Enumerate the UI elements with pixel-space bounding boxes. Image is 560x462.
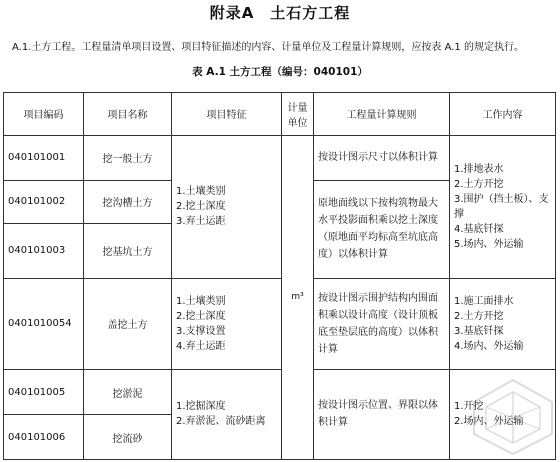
row-name: 挖流砂 (84, 415, 172, 460)
header-unit (282, 93, 314, 136)
row-name: 挖淤泥 (84, 369, 172, 415)
work-item: 4.场内、外运输 (454, 340, 524, 352)
table-row (4, 135, 556, 181)
work-group-2 (450, 278, 556, 369)
header-name: 项目名称 (84, 93, 172, 136)
work-item: 2.土方开挖 (454, 310, 504, 322)
work-item: 1.施工面排水 (454, 295, 514, 307)
header-work: 工作内容 (450, 93, 556, 136)
rule-2: 原地面线以下按构筑物最大水平投影面积乘以挖土深度（原地面平均标高至坑底高度）以体积计算 (314, 181, 450, 278)
header-unit-line2: 单位 (287, 117, 308, 129)
work-item: 5.场内、外运输 (454, 238, 524, 250)
header-features: 项目特征 (172, 93, 282, 136)
feature-item: 4.弃土运距 (176, 340, 226, 352)
work-item: 3.围护（挡土板）、支撑 (454, 193, 549, 220)
row-code: 040101001 (4, 135, 84, 181)
work-item: 1.开挖 (454, 401, 484, 413)
features-group-2 (172, 278, 282, 369)
rule-3: 按设计图示围护结构内围面积乘以设计高度（设计顶板底至垫层底的高度）以体积计算 (314, 278, 450, 369)
feature-item: 1.土壤类别 (176, 186, 226, 198)
features-group-1 (172, 135, 282, 278)
header-unit-line1: 计量 (287, 102, 308, 114)
work-item: 2.土方开挖 (454, 178, 504, 190)
header-rules: 工程量计算规则 (314, 93, 450, 136)
row-code: 0401010054 (4, 278, 84, 369)
page-title: 附录A 土石方工程 (209, 4, 351, 22)
work-item: 4.基底钎探 (454, 223, 504, 235)
feature-item: 1.挖掘深度 (176, 401, 226, 413)
row-code: 040101003 (4, 223, 84, 278)
row-name: 挖沟槽土方 (84, 181, 172, 224)
watermark-logo (470, 376, 556, 458)
feature-item: 3.弃土运距 (176, 216, 226, 228)
feature-item: 1.土壤类别 (176, 295, 226, 307)
row-name: 盖挖土方 (84, 278, 172, 369)
table-header-row (4, 93, 556, 136)
rule-4: 按设计图示位置、界限以体积计算 (314, 369, 450, 459)
table-row (4, 278, 556, 369)
row-code: 040101006 (4, 415, 84, 460)
work-item: 3.基底钎探 (454, 325, 504, 337)
intro-text: A.1.土方工程。工程量清单项目设置、项目特征描述的内容、计量单位及工程量计算规则，应按表 A.1 的规定执行。 (12, 42, 524, 53)
unit-cell: m³ (282, 135, 314, 459)
header-code: 项目编码 (4, 93, 84, 136)
work-group-1 (450, 135, 556, 278)
feature-item: 2.弃淤泥、流砂距离 (176, 416, 266, 428)
feature-item: 2.挖土深度 (176, 201, 226, 213)
features-group-3 (172, 369, 282, 459)
work-item: 2.场内、外运输 (454, 416, 524, 428)
row-code: 040101005 (4, 369, 84, 415)
table-caption: 表 A.1 土方工程（编号：040101） (192, 66, 368, 78)
feature-item: 2.挖土深度 (176, 310, 226, 322)
work-item: 1.排地表水 (454, 163, 504, 175)
rule-1: 按设计图示尺寸以体积计算 (314, 135, 450, 181)
row-name: 挖基坑土方 (84, 223, 172, 278)
feature-item: 3.支撑设置 (176, 325, 226, 337)
row-code: 040101002 (4, 181, 84, 224)
row-name: 挖一般土方 (84, 135, 172, 181)
